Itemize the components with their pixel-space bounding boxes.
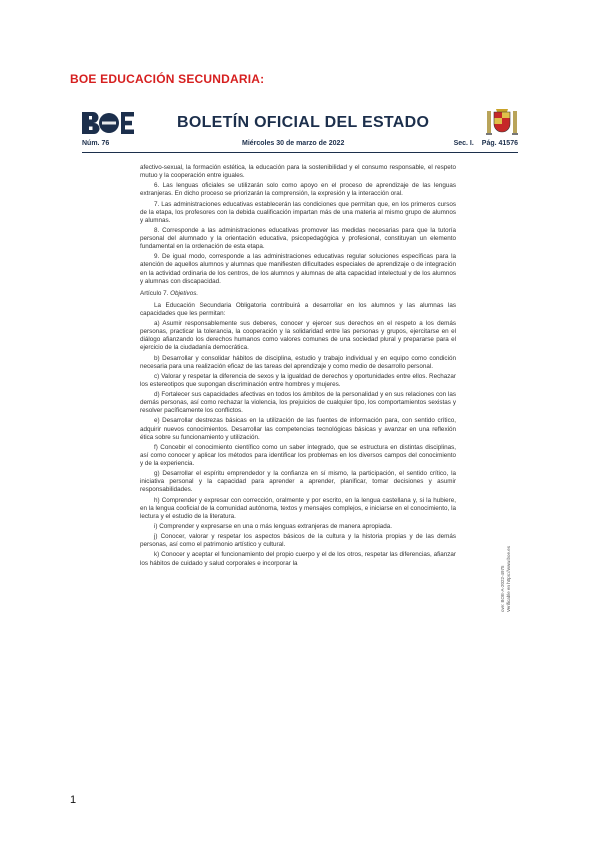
- article-intro: La Educación Secundaria Obligatoria contribuirá a desarrollar en los alumnos y las alumnas las capacidades que les permitan:: [140, 301, 456, 317]
- objective-item: a) Asumir responsablemente sus deberes, conocer y ejercer sus derechos en el respeto a los demás personas, practicar la tolerancia, la cooperación y la solidaridad entre las personas y grupos, ejercitarse en el diálogo afianzando los derechos humanos como valores comunes de una sociedad plural y prepararse para el ejercicio de la ciudadanía democrática.: [140, 320, 456, 352]
- spain-coat-of-arms-icon: [484, 106, 520, 138]
- article-label: Artículo 7.: [140, 289, 169, 297]
- article-heading: [140, 290, 456, 298]
- document-body: [140, 164, 456, 570]
- objective-item: k) Conocer y aceptar el funcionamiento del propio cuerpo y el de los otros, respetar las diferencias, afianzar los hábitos de cuidado y salud corporales e incorporar la: [140, 551, 456, 567]
- objective-item: j) Conocer, valorar y respetar los aspectos básicos de la cultura y la historia propias y de las demás personas, así como el patrimonio artístico y cultural.: [140, 533, 456, 549]
- paragraph: 6. Las lenguas oficiales se utilizarán solo como apoyo en el proceso de aprendizaje de las lenguas extranjeras. En dicho proceso se priorizarán la comprensión, la expresión y la interacción oral.: [140, 182, 456, 198]
- paragraph: 9. De igual modo, corresponde a las administraciones educativas regular soluciones específicas para la atención de aquellos alumnos y alumnas que manifiesten dificultades especiales de aprendizaje o de integración en la actividad ordinaria de los centros, de los alumnos y alumnas de alta capacidad intelectual y de los alumnos y alumnas con discapacidad.: [140, 253, 456, 285]
- paragraph: 8. Corresponde a las administraciones educativas promover las medidas necesarias para que la tutoría personal del alumnado y la orientación educativa, psicopedagógica y profesional, constituyan un elemento fundamental en la ordenación de esta etapa.: [140, 226, 456, 251]
- document-heading: BOE EDUCACIÓN SECUNDARIA:: [70, 72, 265, 86]
- boe-logo: [82, 112, 134, 134]
- verification-url[interactable]: Verificable en https://www.boe.es: [506, 545, 511, 612]
- section-and-page: [454, 140, 518, 147]
- objective-item: g) Desarrollar el espíritu emprendedor y la confianza en sí mismo, la participación, el sentido crítico, la iniciativa personal y la capacidad para aprender a aprender, planificar, tomar decisiones y asumir responsabilidades.: [140, 470, 456, 494]
- issue-meta-row: [82, 140, 518, 152]
- section-label: Sec. I.: [453, 140, 474, 147]
- issue-date: Miércoles 30 de marzo de 2022: [242, 140, 345, 147]
- paragraph: 7. Las administraciones educativas establecerán las condiciones que permitan que, en los primeros cursos de la etapa, los profesores con la debida cualificación impartan más de una materia al mismo grupo de alumnos y alumnas.: [140, 200, 456, 224]
- header-divider: [82, 152, 518, 153]
- objective-item: f) Concebir el conocimiento científico como un saber integrado, que se estructura en distintas disciplinas, así como conocer y aplicar los métodos para identificar los problemas en los diversos campos del conocimiento y de la experiencia.: [140, 443, 456, 468]
- newspaper-title: BOLETÍN OFICIAL DEL ESTADO: [177, 114, 430, 131]
- objective-item: h) Comprender y expresar con corrección, oralmente y por escrito, en la lengua castellana y, si la hubiere, en la lengua cooficial de la comunidad autónoma, textos y mensajes complejos, e iniciarse en el conocimiento, la lectura y el estudio de la literatura.: [140, 496, 456, 520]
- paragraph: afectivo-sexual, la formación estética, la educación para la sostenibilidad y el consumo responsable, el respeto mutuo y la cooperación entre iguales.: [140, 164, 456, 180]
- issue-number: Núm. 76: [82, 140, 110, 147]
- objective-item: d) Fortalecer sus capacidades afectivas en todos los ámbitos de la personalidad y en sus relaciones con las demás personas, así como rechazar la violencia, los prejuicios de cualquier tipo, los comportamientos sexistas y resolver pacíficamente los conflictos.: [140, 391, 456, 415]
- objective-item: b) Desarrollar y consolidar hábitos de disciplina, estudio y trabajo individual y en equipo como condición necesaria para una realización eficaz de las tareas del aprendizaje y como medio de desarrollo personal.: [140, 354, 456, 370]
- objective-item: i) Comprender y expresarse en una o más lenguas extranjeras de manera apropiada.: [154, 522, 393, 530]
- objective-item: c) Valorar y respetar la diferencia de sexos y la igualdad de derechos y oportunidades entre ellos. Rechazar los estereotipos que supongan discriminación entre hombres y mujeres.: [140, 372, 456, 388]
- page-number: 1: [70, 794, 77, 806]
- verification-code: cve: BOE-A-2022-4975: [500, 565, 505, 612]
- page-label: Pág. 41576: [481, 140, 518, 147]
- objective-item: e) Desarrollar destrezas básicas en la utilización de las fuentes de información para, con sentido crítico, adquirir nuevos conocimientos. Desarrollar las competencias tecnológicas básicas y avanzar en una reflexión ética sobre su funcionamiento y utilización.: [140, 417, 456, 441]
- verification-note: [500, 546, 512, 612]
- article-title: Objetivos.: [170, 289, 199, 297]
